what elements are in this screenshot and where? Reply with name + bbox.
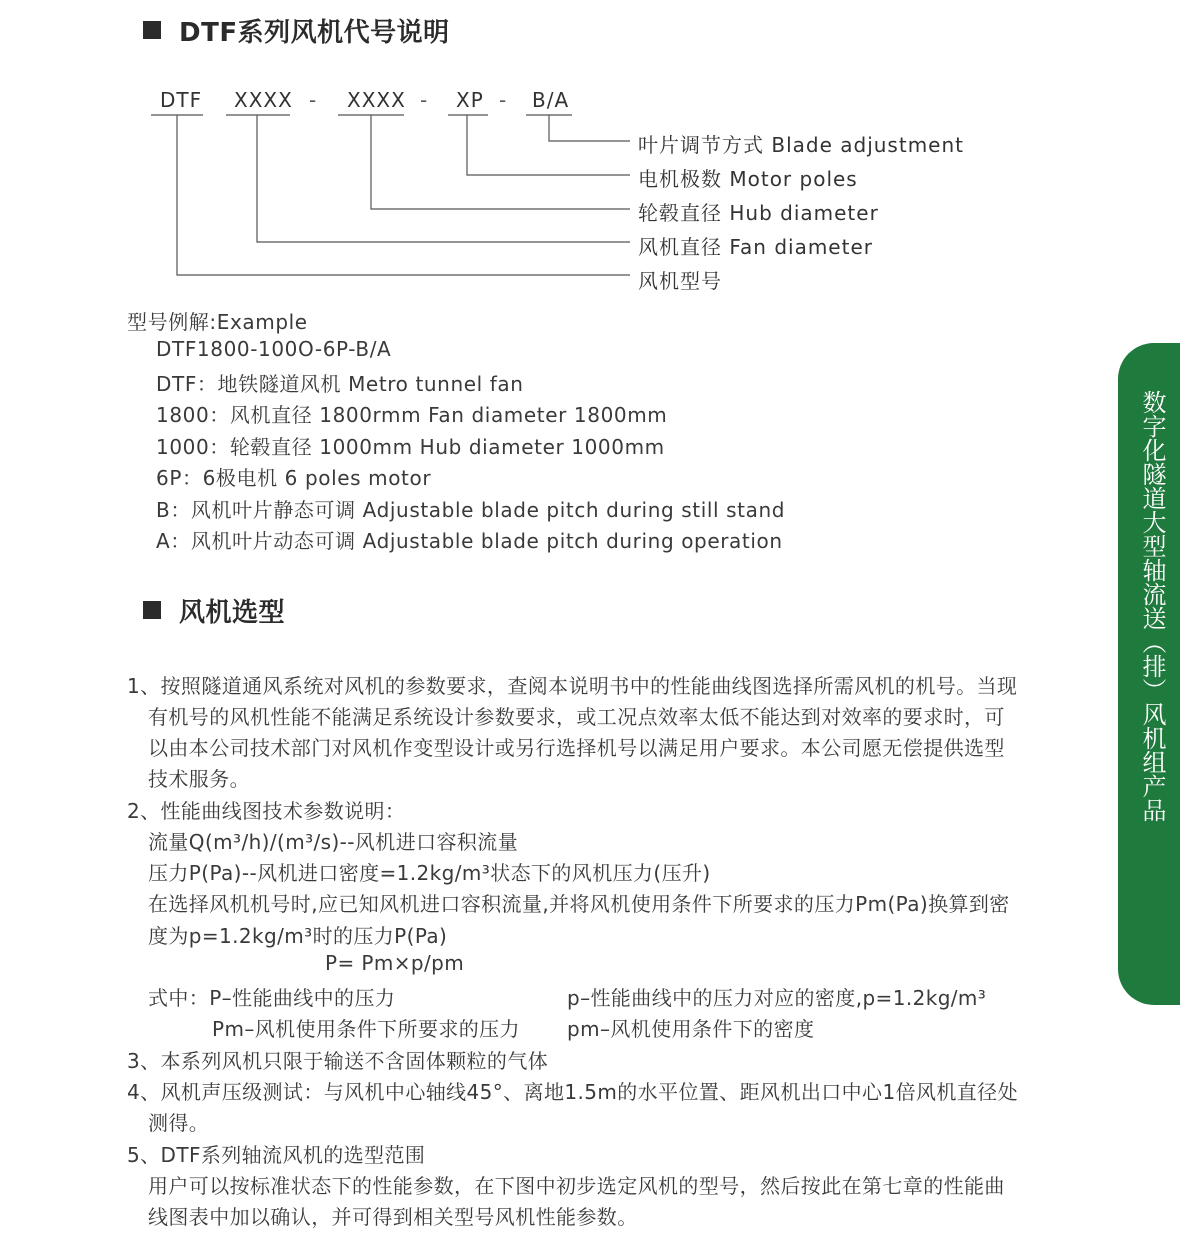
code-part-fan-diameter: XXXX (234, 88, 293, 112)
selection-p1-line: 以由本公司技术部门对风机作变型设计或另行选择机号以满足用户要求。本公司愿无偿提供选型 (148, 736, 1005, 760)
selection-p2-pressure: 压力P(Pa)--风机进口密度=1.2kg/m³状态下的风机压力(压升) (148, 861, 711, 885)
example-line: 1000：轮毂直径 1000mm Hub diameter 1000mm (156, 435, 665, 459)
example-line: A：风机叶片动态可调 Adjustable blade pitch during operation (156, 529, 783, 553)
leader-blade (549, 115, 630, 141)
code-separator: - (420, 88, 428, 112)
selection-formula: P= Pm×p/pm (325, 951, 465, 975)
selection-p1-line: 有机号的风机性能不能满足系统设计参数要求，或工况点效率太低不能达到对效率的要求时，可 (148, 705, 1005, 729)
selection-p2-heading: 2、性能曲线图技术参数说明： (127, 799, 406, 823)
square-bullet-icon (143, 601, 161, 619)
selection-p5-line: 线图表中加以确认，并可得到相关型号风机性能参数。 (148, 1205, 638, 1229)
example-line: B：风机叶片静态可调 Adjustable blade pitch during still stand (156, 498, 786, 522)
code-part-dtf: DTF (160, 88, 203, 112)
selection-p5-line: 用户可以按标准状态下的性能参数，在下图中初步选定风机的型号，然后按此在第七章的性能曲 (148, 1174, 1005, 1198)
section-title-selection: 风机选型 (143, 592, 285, 629)
leader-fan-diameter (257, 115, 630, 242)
selection-p1-line: 技术服务。 (148, 767, 250, 791)
selection-where-density-pm: pm–风机使用条件下的密度 (567, 1017, 815, 1041)
selection-p1-line: 1、按照隧道通风系统对风机的参数要求，查阅本说明书中的性能曲线图选择所需风机的机号。当现 (127, 674, 1018, 698)
selection-where-density: p–性能曲线中的压力对应的密度,p=1.2kg/m³ (567, 986, 987, 1010)
leader-hub (371, 115, 630, 209)
code-part-blade: B/A (532, 88, 570, 112)
code-part-poles: XP (456, 88, 484, 112)
label-blade-adjustment: 叶片调节方式 Blade adjustment (638, 133, 964, 157)
example-line: 1800：风机直径 1800rmm Fan diameter 1800mm (156, 403, 668, 427)
selection-p2-flow: 流量Q(m³/h)/(m³/s)--风机进口容积流量 (148, 830, 519, 854)
selection-p2-note: 在选择风机机号时,应已知风机进口容积流量,并将风机使用条件下所要求的压力Pm(Pa)换算到密 (148, 892, 1010, 916)
label-fan-diameter: 风机直径 Fan diameter (638, 235, 873, 259)
code-part-hub-diameter: XXXX (347, 88, 406, 112)
selection-p2-note: 度为p=1.2kg/m³时的压力P(Pa) (148, 924, 448, 948)
selection-p4-line: 4、风机声压级测试：与风机中心轴线45°、离地1.5m的水平位置、距风机出口中心1倍风机直径处 (127, 1080, 1018, 1104)
selection-p5-heading: 5、DTF系列轴流风机的选型范围 (127, 1143, 426, 1167)
selection-p3: 3、本系列风机只限于输送不含固体颗粒的气体 (127, 1049, 549, 1073)
section-title-code: DTF系列风机代号说明 (143, 12, 450, 49)
label-motor-poles: 电机极数 Motor poles (638, 167, 858, 191)
code-separator: - (309, 88, 317, 112)
example-line: 6P：6极电机 6 poles motor (156, 466, 432, 490)
leader-model (177, 115, 630, 275)
code-separator: - (499, 88, 507, 112)
selection-where-pm: Pm–风机使用条件下所要求的压力 (212, 1017, 520, 1041)
selection-p4-line: 测得。 (148, 1111, 210, 1135)
example-line: DTF：地铁隧道风机 Metro tunnel fan (156, 372, 524, 396)
example-heading: 型号例解:Example (127, 310, 308, 334)
label-hub-diameter: 轮毂直径 Hub diameter (638, 201, 879, 225)
example-line: DTF1800-100O-6P-B/A (156, 337, 392, 361)
selection-where-p: 式中：P–性能曲线中的压力 (148, 986, 396, 1010)
side-category-label: 数字化隧道大型轴流送（排）风机组产品 (1138, 390, 1166, 822)
label-model: 风机型号 (638, 269, 722, 293)
code-connector-diagram (0, 0, 1180, 300)
